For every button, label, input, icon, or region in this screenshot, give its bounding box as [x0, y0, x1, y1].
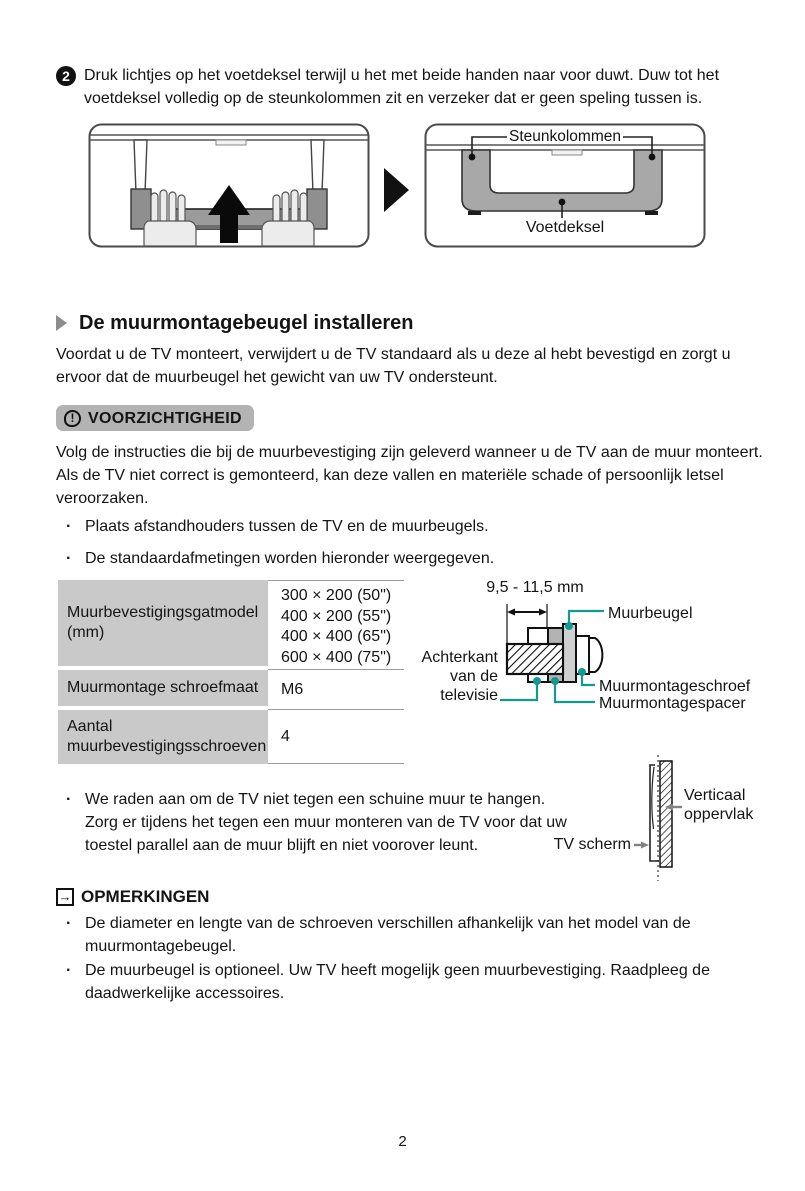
tv-back-label — [416, 648, 498, 705]
mount-spacer-label: Muurmontagespacer — [599, 695, 746, 712]
next-step-arrow-icon — [384, 168, 409, 212]
note-arrow-icon: → — [56, 888, 74, 906]
vertical-surface-label — [684, 786, 753, 824]
bullet-text: We raden aan om de TV niet tegen een schuine muur te hangen. Zorg er tijdens het tegen een muur monteren van de TV voor dat uw toestel parallel aan de muur blijft en niet voorover leunt. — [85, 791, 567, 854]
tv-back-label-line: televisie — [440, 687, 498, 704]
exclamation-icon: ! — [64, 410, 81, 427]
voetdeksel-label: Voetdeksel — [525, 219, 605, 236]
dimension-label: 9,5 - 11,5 mm — [486, 579, 584, 596]
caution-label: VOORZICHTIGHEID — [88, 409, 242, 427]
steunkolommen-label: Steunkolommen — [508, 128, 621, 145]
bullet-marker — [62, 788, 85, 857]
list-item — [62, 912, 768, 958]
vertical-surface-diagram — [545, 753, 777, 887]
figure-push-foot-cover — [88, 123, 370, 248]
section-marker-icon — [56, 315, 67, 331]
section-intro: Voordat u de TV monteert, verwijdert u de TV standaard als u deze al hebt bevestigd en zorgt u ervoor dat de muurbeugel het gewicht van uw TV ondersteunt. — [56, 346, 731, 386]
table-row-value — [268, 670, 404, 710]
step-text: Druk lichtjes op het voetdeksel terwijl u het met beide handen naar voor duwt. Duw tot het voetdeksel volledig op de steunkolommen zit en verzeker dat er geen speling tussen is. — [84, 67, 720, 107]
table-value: 600 × 400 (75") — [281, 648, 392, 666]
bullet-text: De standaardafmetingen worden hieronder weergegeven. — [85, 550, 495, 567]
tv-screen-label: TV scherm — [553, 836, 631, 853]
mount-screw-label: Muurmontageschroef — [599, 678, 751, 695]
bullet-text: De muurbeugel is optioneel. Uw TV heeft mogelijk geen muurbevestiging. Raadpleeg de daadwerkelijke accessoires. — [85, 962, 710, 1002]
notes-heading — [56, 885, 209, 908]
list-item — [62, 547, 752, 570]
push-foot-cover-illustration — [88, 123, 370, 248]
step-number: 2 — [62, 68, 70, 84]
table-value: 400 × 200 (55") — [281, 607, 392, 625]
list-item — [62, 515, 752, 538]
caution-badge — [56, 405, 254, 431]
table-value-column — [268, 580, 404, 764]
vertical-surface-label-line: Verticaal — [684, 787, 746, 804]
table-label-column — [58, 580, 268, 764]
table-row-value — [268, 710, 404, 764]
notes-label: OPMERKINGEN — [81, 887, 210, 906]
table-value: 300 × 200 (50") — [281, 587, 392, 604]
vertical-surface-label-line: oppervlak — [684, 806, 754, 823]
bullet-text: De diameter en lengte van de schroeven verschillen afhankelijk van het model van de muurmontagebeugel. — [85, 915, 691, 955]
bullet-marker — [62, 515, 85, 538]
table-value: M6 — [281, 681, 304, 698]
list-item — [62, 788, 574, 857]
table-value: 400 × 400 (65") — [281, 628, 392, 645]
figure-foot-cover-labels — [424, 123, 706, 248]
bullet-marker — [62, 959, 85, 1005]
step-number-badge — [56, 66, 76, 86]
caution-text: Volg de instructies die bij de muurbevestiging zijn geleverd wanneer u de TV aan de muur monteert. Als de TV niet correct is gemonteerd, kan deze vallen en materiële schade of persoonlijk letsel veroorzaken. — [56, 444, 763, 507]
table-row-label: Muurmontage schroefmaat — [58, 670, 268, 706]
table-row-label: Aantal muurbevestigingsschroeven — [58, 710, 268, 764]
table-value: 4 — [281, 728, 290, 745]
wall-mount-screw-diagram — [420, 578, 780, 730]
list-item — [62, 959, 768, 1005]
bullet-text: Plaats afstandhouders tussen de TV en de muurbeugels. — [85, 518, 489, 535]
table-row-label: Muurbevestigingsgatmodel (mm) — [58, 580, 268, 666]
bullet-marker — [62, 912, 85, 958]
table-row-value — [268, 580, 404, 670]
tv-back-label-line: van de — [449, 668, 498, 685]
section-title: De muurmontagebeugel installeren — [79, 312, 414, 334]
step-item — [56, 64, 768, 110]
page-number: 2 — [398, 1133, 407, 1150]
section-heading — [56, 311, 414, 335]
tv-back-label-line: Achterkant — [421, 649, 498, 666]
muurbeugel-label: Muurbeugel — [608, 605, 693, 622]
bullet-marker — [62, 547, 85, 570]
